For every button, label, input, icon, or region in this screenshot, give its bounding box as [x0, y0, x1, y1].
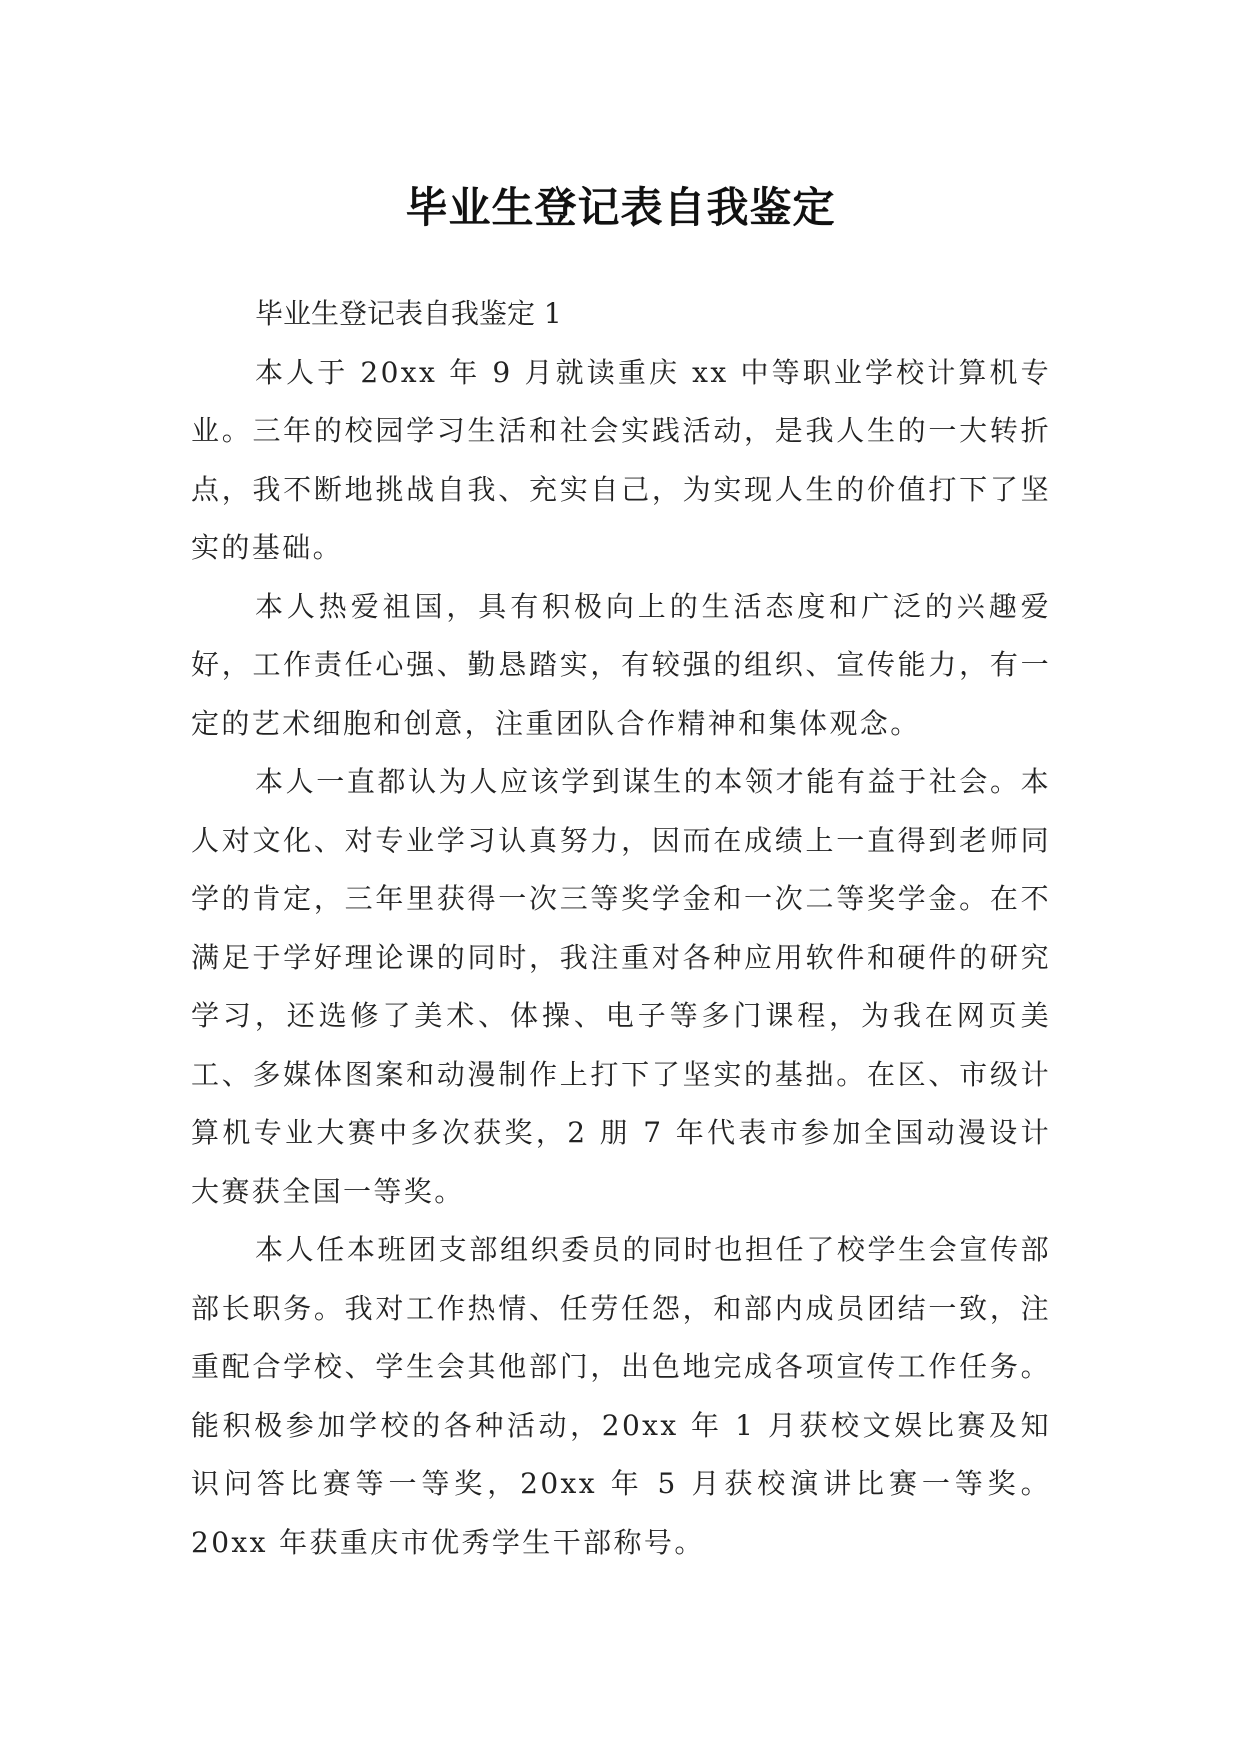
paragraph-studies: 本人一直都认为人应该学到谋生的本领才能有益于社会。本人对文化、对专业学习认真努力，因而在成绩上一直得到老师同学的肯定，三年里获得一次三等奖学金和一次二等奖学金。在不满足于学好理论课的同时，我注重对各种应用软件和硬件的研究学习，还选修了美术、体操、电子等多门课程，为我在网页美工、多媒体图案和动漫制作上打下了坚实的基拙。在区、市级计算机专业大赛中多次获奖，2 朋 7 年代表市参加全国动漫设计大赛获全国一等奖。 — [191, 765, 1051, 1208]
paragraph-enrollment: 本人于 20xx 年 9 月就读重庆 xx 中等职业学校计算机专业。三年的校园学习生活和社会实践活动，是我人生的一大转折点，我不断地挑战自我、充实自己，为实现人生的价值打下了坚实的基础。 — [191, 355, 1051, 564]
document-body — [191, 285, 1051, 1572]
section-heading: 毕业生登记表自我鉴定 1 — [255, 297, 562, 330]
document-title: 毕业生登记表自我鉴定 — [405, 183, 836, 233]
paragraph-character: 本人热爱祖国，具有积极向上的生活态度和广泛的兴趣爱好，工作责任心强、勤恳踏实，有较强的组织、宣传能力，有一定的艺术细胞和创意，注重团队合作精神和集体观念。 — [191, 589, 1051, 740]
paragraph-student-union: 本人任本班团支部组织委员的同时也担任了校学生会宣传部部长职务。我对工作热情、任劳任怨，和部内成员团结一致，注重配合学校、学生会其他部门，出色地完成各项宣传工作任务。能积极参加学校的各种活动，20xx 年 1 月获校文娱比赛及知识问答比赛等一等奖，20xx 年 5 月获校演讲比赛一等奖。20xx 年获重庆市优秀学生干部称号。 — [191, 1233, 1051, 1559]
